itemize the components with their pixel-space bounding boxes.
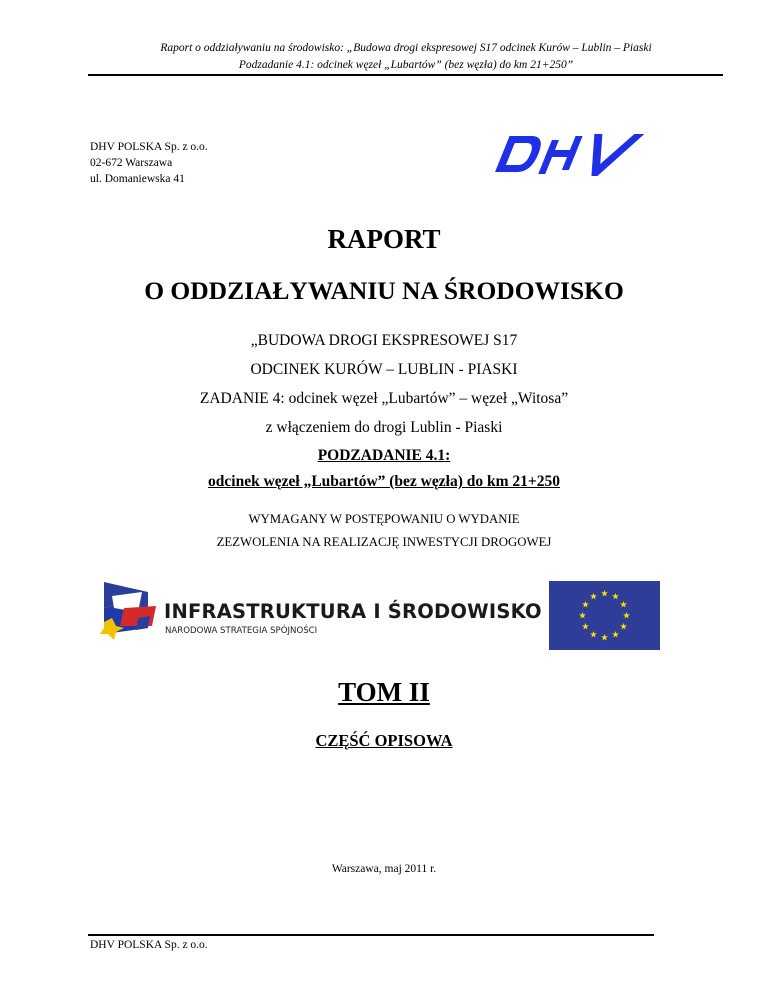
running-header-line-2: Podzadanie 4.1: odcinek węzeł „Lubartów” (bez węzła) do km 21+250” bbox=[238, 59, 574, 71]
subtask-title: PODZADANIE 4.1: bbox=[317, 447, 451, 464]
company-address bbox=[90, 139, 208, 187]
footer-rule bbox=[88, 934, 654, 936]
project-line-2: ODCINEK KURÓW – LUBLIN - PIASKI bbox=[250, 361, 518, 378]
company-street: ul. Domaniewska 41 bbox=[90, 173, 185, 185]
running-header bbox=[90, 40, 722, 74]
requirement-line-1: WYMAGANY W POSTĘPOWANIU O WYDANIE bbox=[248, 512, 520, 526]
infrastruktura-subtitle: NARODOWA STRATEGIA SPÓJNOŚCI bbox=[165, 626, 318, 636]
company-postal: 02-672 Warszawa bbox=[90, 157, 173, 169]
footer-company: DHV POLSKA Sp. z o.o. bbox=[90, 939, 208, 951]
infrastruktura-title: INFRASTRUKTURA I ŚRODOWISKO bbox=[164, 600, 542, 623]
volume-part: CZĘŚĆ OPISOWA bbox=[315, 731, 453, 750]
dhv-logo bbox=[490, 130, 650, 178]
company-name: DHV POLSKA Sp. z o.o. bbox=[90, 141, 208, 153]
report-subtitle: O ODDZIAŁYWANIU NA ŚRODOWISKO bbox=[144, 276, 624, 305]
eu-flag-icon bbox=[549, 581, 660, 650]
header-rule bbox=[88, 74, 723, 76]
dhv-logo-text: DHV bbox=[490, 130, 493, 131]
volume-title: TOM II bbox=[338, 677, 430, 707]
subtask-description: odcinek węzeł „Lubartów” (bez węzła) do km 21+250 bbox=[208, 473, 560, 490]
running-header-line-1: Raport o oddziaływaniu na środowisko: „Budowa drogi ekspresowej S17 odcinek Kurów – Lublin – Piaski bbox=[160, 42, 652, 54]
report-title: RAPORT bbox=[327, 224, 441, 254]
project-line-1: „BUDOWA DROGI EKSPRESOWEJ S17 bbox=[250, 332, 518, 349]
project-line-4: z włączeniem do drogi Lublin - Piaski bbox=[265, 419, 503, 436]
requirement-line-2: ZEZWOLENIA NA REALIZACJĘ INWESTYCJI DROGOWEJ bbox=[216, 535, 552, 549]
project-line-3: ZADANIE 4: odcinek węzeł „Lubartów” – węzeł „Witosa” bbox=[199, 390, 569, 407]
document-date: Warszawa, maj 2011 r. bbox=[331, 863, 437, 875]
